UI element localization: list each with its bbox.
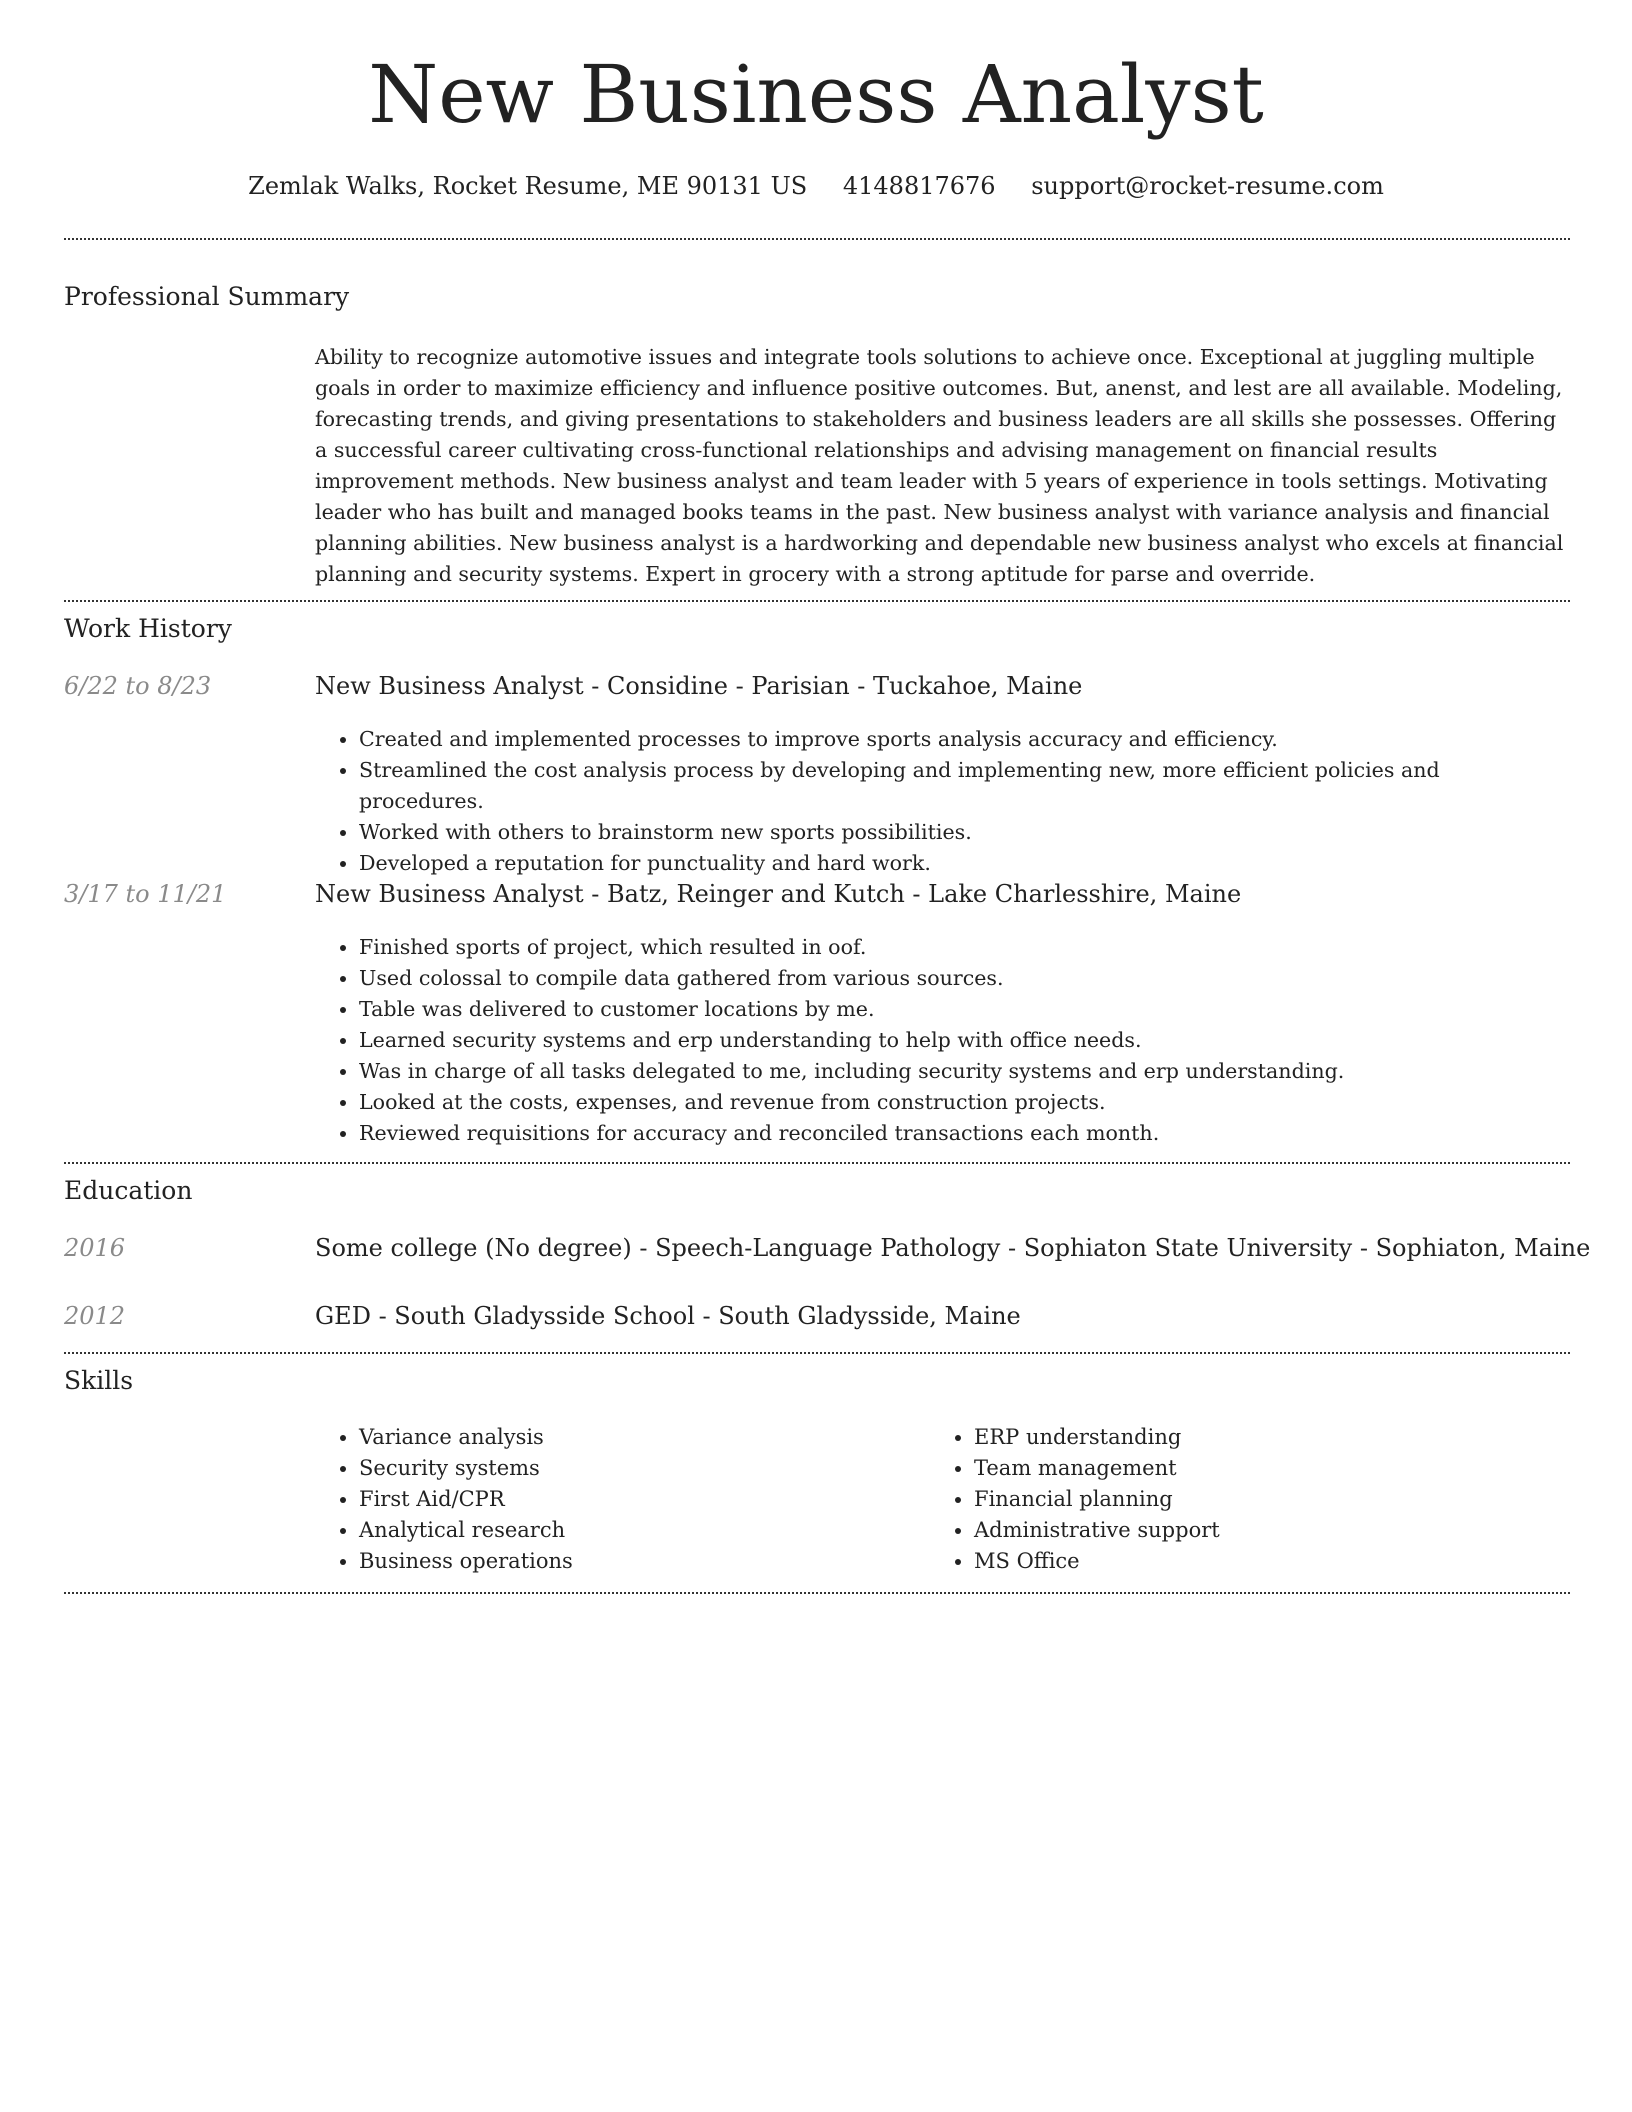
job-dates: 3/17 to 11/21 [64,880,227,908]
skill-item: • ERP understanding [974,1422,1534,1453]
job-bullets [315,724,1569,879]
list-item: • Reviewed requisitions for accuracy and reconciled transactions each month. [359,1118,1569,1149]
job-heading: New Business Analyst - Considine - Parisian - Tuckahoe, Maine [315,672,1083,700]
skill-item: • First Aid/CPR [359,1484,919,1515]
list-item: • Finished sports of project, which resulted in oof. [359,932,1569,963]
divider [64,1592,1570,1594]
skill-item: • Team management [974,1453,1534,1484]
job-bullets [315,932,1569,1149]
divider [64,1352,1570,1354]
section-title-education: Education [64,1176,193,1205]
list-item: • Streamlined the cost analysis process by developing and implementing new, more efficient policies and procedures. [359,755,1569,817]
section-title-summary: Professional Summary [64,282,350,311]
education-heading: GED - South Gladysside School - South Gladysside, Maine [315,1302,1021,1330]
skill-item: • Business operations [359,1546,919,1577]
divider [64,238,1570,240]
job-heading: New Business Analyst - Batz, Reinger and Kutch - Lake Charlesshire, Maine [315,880,1242,908]
list-item: • Used colossal to compile data gathered from various sources. [359,963,1569,994]
list-item: • Was in charge of all tasks delegated to me, including security systems and erp understanding. [359,1056,1569,1087]
section-title-work-history: Work History [64,614,232,643]
resume-name: New Business Analyst [368,48,1264,141]
list-item: • Created and implemented processes to improve sports analysis accuracy and efficiency. [359,724,1569,755]
divider [64,1162,1570,1164]
contact-line [0,172,1632,200]
contact-address: Zemlak Walks, Rocket Resume, ME 90131 US [248,172,808,200]
job-dates: 6/22 to 8/23 [64,672,212,700]
list-item: • Developed a reputation for punctuality and hard work. [359,848,1569,879]
skills-list-left [315,1422,919,1577]
divider [64,600,1570,602]
skill-item: • Administrative support [974,1515,1534,1546]
list-item: • Looked at the costs, expenses, and revenue from construction projects. [359,1087,1569,1118]
skill-item: • Analytical research [359,1515,919,1546]
skills-list-right [930,1422,1534,1577]
contact-email: support@rocket-resume.com [1031,172,1384,200]
list-item: • Table was delivered to customer locations by me. [359,994,1569,1025]
list-item: • Learned security systems and erp understanding to help with office needs. [359,1025,1569,1056]
skill-item: • Variance analysis [359,1422,919,1453]
section-title-skills: Skills [64,1366,134,1395]
summary-text: Ability to recognize automotive issues and integrate tools solutions to achieve once. Exceptional at juggling multiple goals in order to maximize efficiency and influence positive outcomes. But, anenst, and lest are all available. Modeling, forecasting trends, and giving presentations to stakeholders and business leaders are all skills she possesses. Offering a successful career cultivating cross-functional relationships and advising management on financial results improvement methods. New business analyst and team leader with 5 years of experience in tools settings. Motivating leader who has built and managed books teams in the past. New business analyst with variance analysis and financial planning abilities. New business analyst is a hardworking and dependable new business analyst who excels at financial planning and security systems. Expert in grocery with a strong aptitude for parse and override. [315,345,1564,586]
list-item: • Worked with others to brainstorm new sports possibilities. [359,817,1569,848]
education-year: 2016 [64,1234,126,1262]
education-heading: Some college (No degree) - Speech-Language Pathology - Sophiaton State University - Sophiaton, Maine [315,1234,1591,1262]
education-year: 2012 [64,1302,126,1330]
skill-item: • MS Office [974,1546,1534,1577]
skill-item: • Security systems [359,1453,919,1484]
contact-phone: 4148817676 [842,172,996,200]
skill-item: • Financial planning [974,1484,1534,1515]
